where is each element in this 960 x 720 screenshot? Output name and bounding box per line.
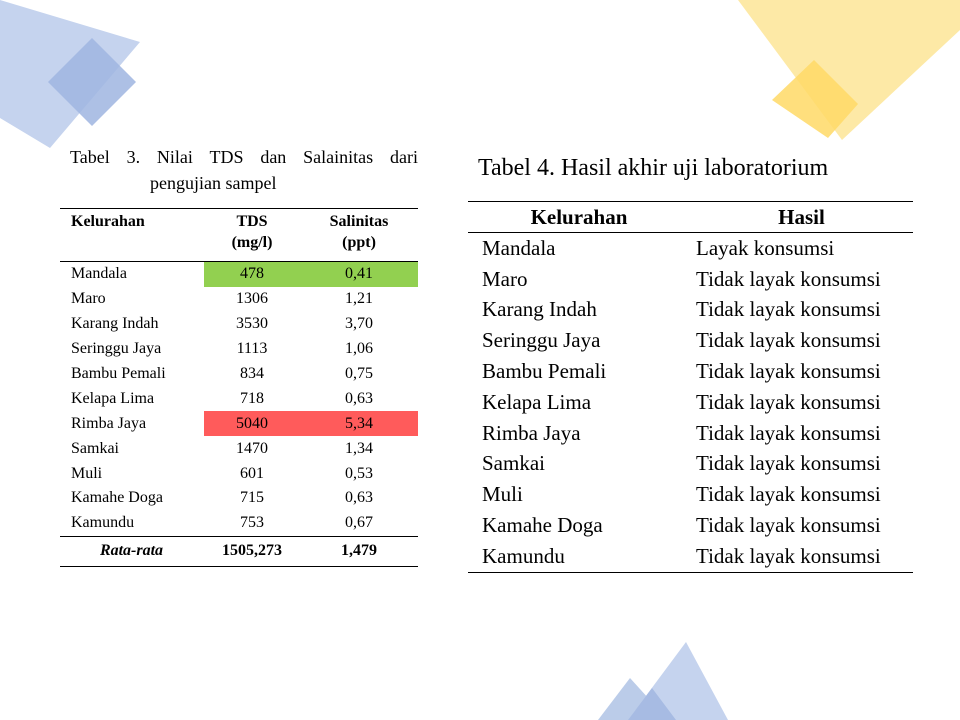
table3-header-salinitas-unit: (ppt) (342, 234, 376, 251)
table3-cell-salinitas: 1,06 (345, 340, 373, 358)
table4-cell-hasil: Tidak layak konsumsi (696, 359, 881, 384)
table3-caption-line1: Tabel 3. Nilai TDS dan Salainitas dari (70, 147, 418, 167)
table4-cell-hasil: Tidak layak konsumsi (696, 266, 881, 291)
table3-cell-salinitas: 0,75 (345, 365, 373, 382)
table3-cell-salinitas: 5,34 (300, 411, 418, 436)
table3-cell-kelurahan: Kelapa Lima (71, 389, 155, 407)
decor-yellow-top-right (730, 0, 960, 150)
table-row (468, 356, 913, 387)
table-row (60, 312, 418, 337)
table-row (60, 486, 418, 511)
table4-cell-hasil: Tidak layak konsumsi (696, 328, 881, 353)
table3-footer-salinitas: 1,479 (341, 542, 377, 560)
table3-caption-line2: pengujian sampel (150, 173, 277, 193)
decor-blue-top-left (0, 0, 160, 160)
table3-cell-tds: 715 (240, 489, 264, 507)
table4-cell-kelurahan: Kelapa Lima (482, 389, 592, 414)
table3-cell-kelurahan: Samkai (71, 439, 119, 457)
table3-cell-tds: 478 (204, 262, 300, 287)
table-row (60, 436, 418, 461)
table4-cell-hasil: Tidak layak konsumsi (696, 482, 881, 507)
table3-header-salinitas (300, 209, 418, 262)
table4-header-row (468, 202, 913, 233)
table3-cell-kelurahan: Maro (71, 290, 106, 308)
table-row (60, 362, 418, 387)
table3-header-tds-label: TDS (236, 213, 268, 230)
table3-cell-salinitas: 0,63 (345, 389, 373, 407)
table3-cell-salinitas: 0,41 (300, 262, 418, 287)
table3-cell-tds: 718 (240, 389, 264, 407)
table3-cell-tds: 1470 (236, 439, 268, 457)
table4-cell-hasil: Tidak layak konsumsi (696, 297, 881, 322)
table-row (468, 325, 913, 356)
table-row (468, 510, 913, 541)
table4-cell-kelurahan: Mandala (482, 235, 556, 260)
table4-cell-kelurahan: Karang Indah (482, 297, 597, 322)
table4-cell-kelurahan: Bambu Pemali (482, 359, 607, 384)
table3-cell-tds: 1306 (236, 290, 268, 308)
table3-header-row (60, 209, 418, 262)
table-row (468, 479, 913, 510)
table-row (60, 511, 418, 536)
table3-cell-salinitas: 3,70 (345, 315, 373, 333)
table-row (468, 387, 913, 418)
table3-cell-salinitas: 0,63 (345, 489, 373, 507)
table-row (468, 418, 913, 449)
table4-caption: Tabel 4. Hasil akhir uji laboratorium (478, 155, 829, 181)
table3-header-kelurahan: Kelurahan (71, 213, 145, 230)
table3-cell-kelurahan: Rimba Jaya (71, 414, 147, 432)
table3-footer-tds: 1505,273 (222, 542, 282, 560)
decor-blue-bottom (590, 630, 760, 720)
table3-header-tds-unit: (mg/l) (231, 234, 273, 251)
table3-cell-kelurahan: Kamahe Doga (71, 489, 163, 507)
table3-caption (70, 144, 418, 196)
table3-cell-kelurahan: Kamundu (71, 514, 135, 532)
table4-header-hasil: Hasil (778, 204, 825, 229)
table4-cell-kelurahan: Seringgu Jaya (482, 328, 601, 353)
table3-cell-salinitas: 0,53 (345, 464, 373, 482)
table-row (468, 295, 913, 326)
table3-cell-kelurahan: Bambu Pemali (71, 365, 166, 382)
table4-cell-hasil: Tidak layak konsumsi (696, 543, 881, 568)
table-row (60, 262, 418, 287)
table3-cell-kelurahan: Karang Indah (71, 315, 159, 333)
table-row (60, 337, 418, 362)
table3-cell-kelurahan: Seringgu Jaya (71, 340, 162, 358)
table-row (468, 264, 913, 295)
table3-cell-tds: 601 (240, 464, 264, 482)
table3-cell-tds: 753 (240, 514, 264, 532)
table3-cell-tds: 3530 (236, 315, 268, 333)
table3-footer-row (60, 536, 418, 566)
table-row (60, 287, 418, 312)
table-row (468, 541, 913, 572)
table3-cell-salinitas: 1,34 (345, 439, 373, 457)
table3-cell-salinitas: 0,67 (345, 514, 373, 532)
table3-header-salinitas-label: Salinitas (329, 213, 389, 230)
table3-cell-tds: 1113 (236, 340, 268, 358)
table3-cell-tds: 834 (240, 365, 264, 382)
table4-cell-kelurahan: Kamahe Doga (482, 513, 603, 538)
table3-footer-label: Rata-rata (99, 542, 164, 560)
table3-cell-salinitas: 1,21 (345, 290, 373, 308)
table4-header-kelurahan: Kelurahan (530, 204, 628, 229)
table4-cell-hasil: Tidak layak konsumsi (696, 420, 881, 445)
table-row (60, 411, 418, 436)
table4-cell-kelurahan: Muli (482, 482, 523, 507)
table4-cell-kelurahan: Samkai (482, 451, 545, 476)
table4 (468, 201, 913, 573)
table4-cell-hasil: Tidak layak konsumsi (696, 513, 881, 538)
table4-cell-hasil: Tidak layak konsumsi (696, 451, 881, 476)
table-row (60, 386, 418, 411)
table3-cell-kelurahan: Mandala (71, 265, 127, 283)
table4-cell-hasil: Layak konsumsi (696, 235, 835, 260)
table3 (60, 208, 418, 567)
table3-cell-kelurahan: Muli (71, 464, 103, 482)
table3-header-tds (204, 209, 300, 262)
table3-cell-tds: 5040 (204, 411, 300, 436)
table-row (60, 461, 418, 486)
table4-cell-kelurahan: Rimba Jaya (482, 420, 581, 445)
table-row (468, 449, 913, 480)
table4-cell-kelurahan: Maro (482, 266, 528, 291)
table4-cell-kelurahan: Kamundu (482, 543, 565, 568)
table4-cell-hasil: Tidak layak konsumsi (696, 389, 881, 414)
table-row (468, 233, 913, 264)
